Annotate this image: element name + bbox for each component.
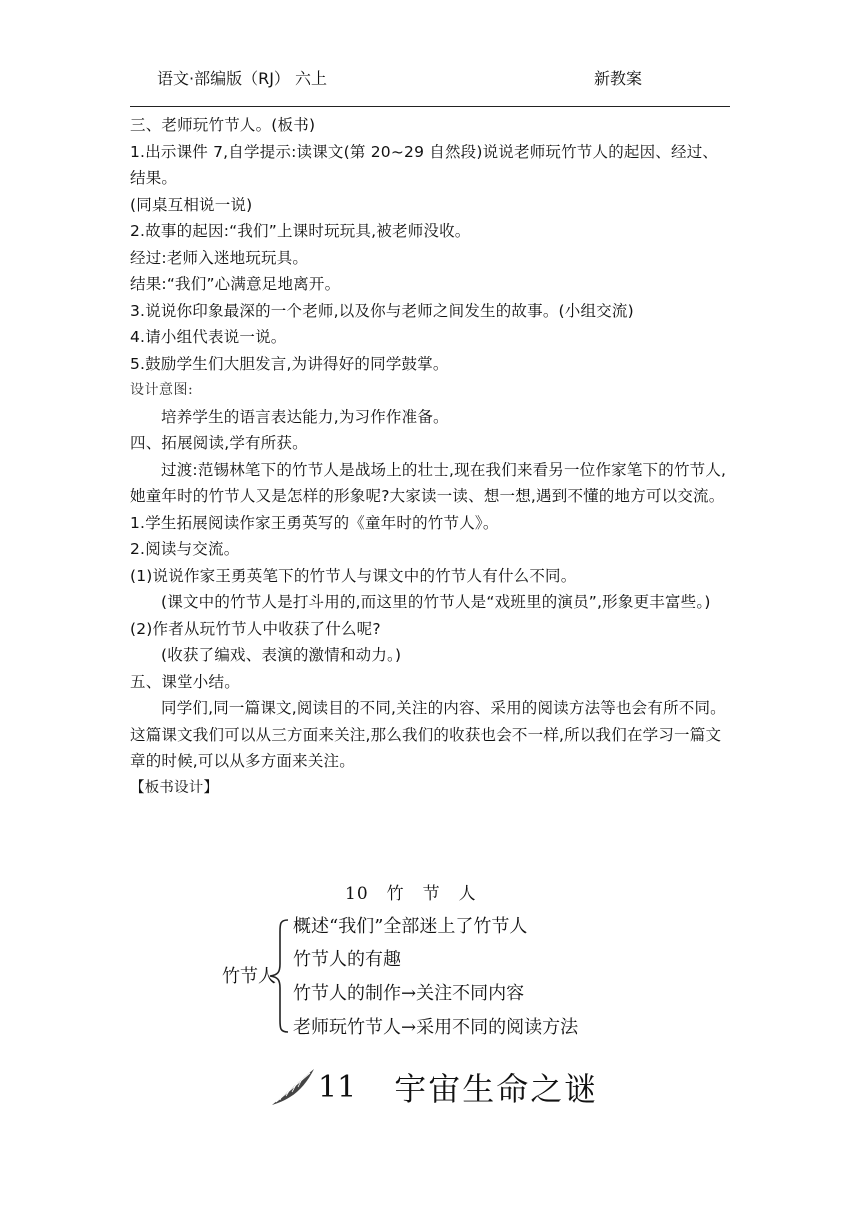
paragraph: 同学们,同一篇课文,阅读目的不同,关注的内容、采用的阅读方法等也会有所不同。这篇课文我们可以从三方面来关注,那么我们的收获也会不一样,所以我们在学习一篇文章的时候,可以从多方面来关注。 xyxy=(130,699,726,770)
next-lesson-heading xyxy=(270,1064,598,1110)
board-item: 竹节人的制作→关注不同内容 xyxy=(293,983,525,1004)
paragraph: 结果:“我们”心满意足地离开。 xyxy=(130,275,341,293)
paragraph: 4.请小组代表说一说。 xyxy=(130,328,287,346)
board-root: 竹节人 xyxy=(222,966,276,987)
lesson-title: 宇宙生命之谜 xyxy=(394,1070,599,1108)
paragraph: (2)作者从玩竹节人中收获了什么呢? xyxy=(130,619,381,638)
paragraph: 过渡:范锡林笔下的竹节人是战场上的壮士,现在我们来看另一位作家笔下的竹节人,她童年时的竹节人又是怎样的形象呢?大家读一读、想一想,遇到不懂的地方可以交流。 xyxy=(130,460,727,505)
page-header-left: 语文·部编版（RJ） 六上 xyxy=(157,69,328,88)
design-intent-label: 设计意图: xyxy=(130,382,194,398)
section-heading: 五、课堂小结。 xyxy=(130,672,240,691)
page-header-right: 新教案 xyxy=(594,69,643,88)
board-item: 老师玩竹节人→采用不同的阅读方法 xyxy=(293,1017,579,1038)
board-design-heading: 【板书设计】 xyxy=(130,779,219,796)
paragraph: 2.故事的起因:“我们”上课时玩玩具,被老师没收。 xyxy=(130,222,471,240)
paragraph: 2.阅读与交流。 xyxy=(130,540,240,558)
curly-brace-icon xyxy=(262,918,292,1034)
paragraph: (收获了编戏、表演的激情和动力。) xyxy=(161,646,402,664)
quill-pen-icon xyxy=(270,1067,316,1107)
paragraph: (课文中的竹节人是打斗用的,而这里的竹节人是“戏班里的演员”,形象更丰富些。) xyxy=(161,593,711,611)
paragraph: (同桌互相说一说) xyxy=(130,195,253,214)
paragraph: 经过:老师入迷地玩玩具。 xyxy=(130,248,309,267)
header-rule xyxy=(130,106,730,107)
paragraph: 5.鼓励学生们大胆发言,为讲得好的同学鼓掌。 xyxy=(130,354,449,373)
board-item: 竹节人的有趣 xyxy=(293,949,401,970)
section-heading: 三、老师玩竹节人。(板书) xyxy=(130,116,316,134)
paragraph: 1.出示课件 7,自学提示:读课文(第 20~29 自然段)说说老师玩竹节人的起因、经过、结果。 xyxy=(130,142,719,187)
paragraph: 培养学生的语言表达能力,为习作作准备。 xyxy=(161,407,449,426)
section-heading: 四、拓展阅读,学有所获。 xyxy=(130,434,308,452)
paragraph: 3.说说你印象最深的一个老师,以及你与老师之间发生的故事。(小组交流) xyxy=(130,301,634,320)
lesson-number: 11 xyxy=(318,1069,357,1105)
board-item: 概述“我们”全部迷上了竹节人 xyxy=(293,916,528,937)
paragraph: 1.学生拓展阅读作家王勇英写的《童年时的竹节人》。 xyxy=(130,513,499,532)
board-title: 10 竹 节 人 xyxy=(345,884,477,904)
paragraph: (1)说说作家王勇英笔下的竹节人与课文中的竹节人有什么不同。 xyxy=(130,566,577,585)
lesson-body xyxy=(130,112,730,801)
